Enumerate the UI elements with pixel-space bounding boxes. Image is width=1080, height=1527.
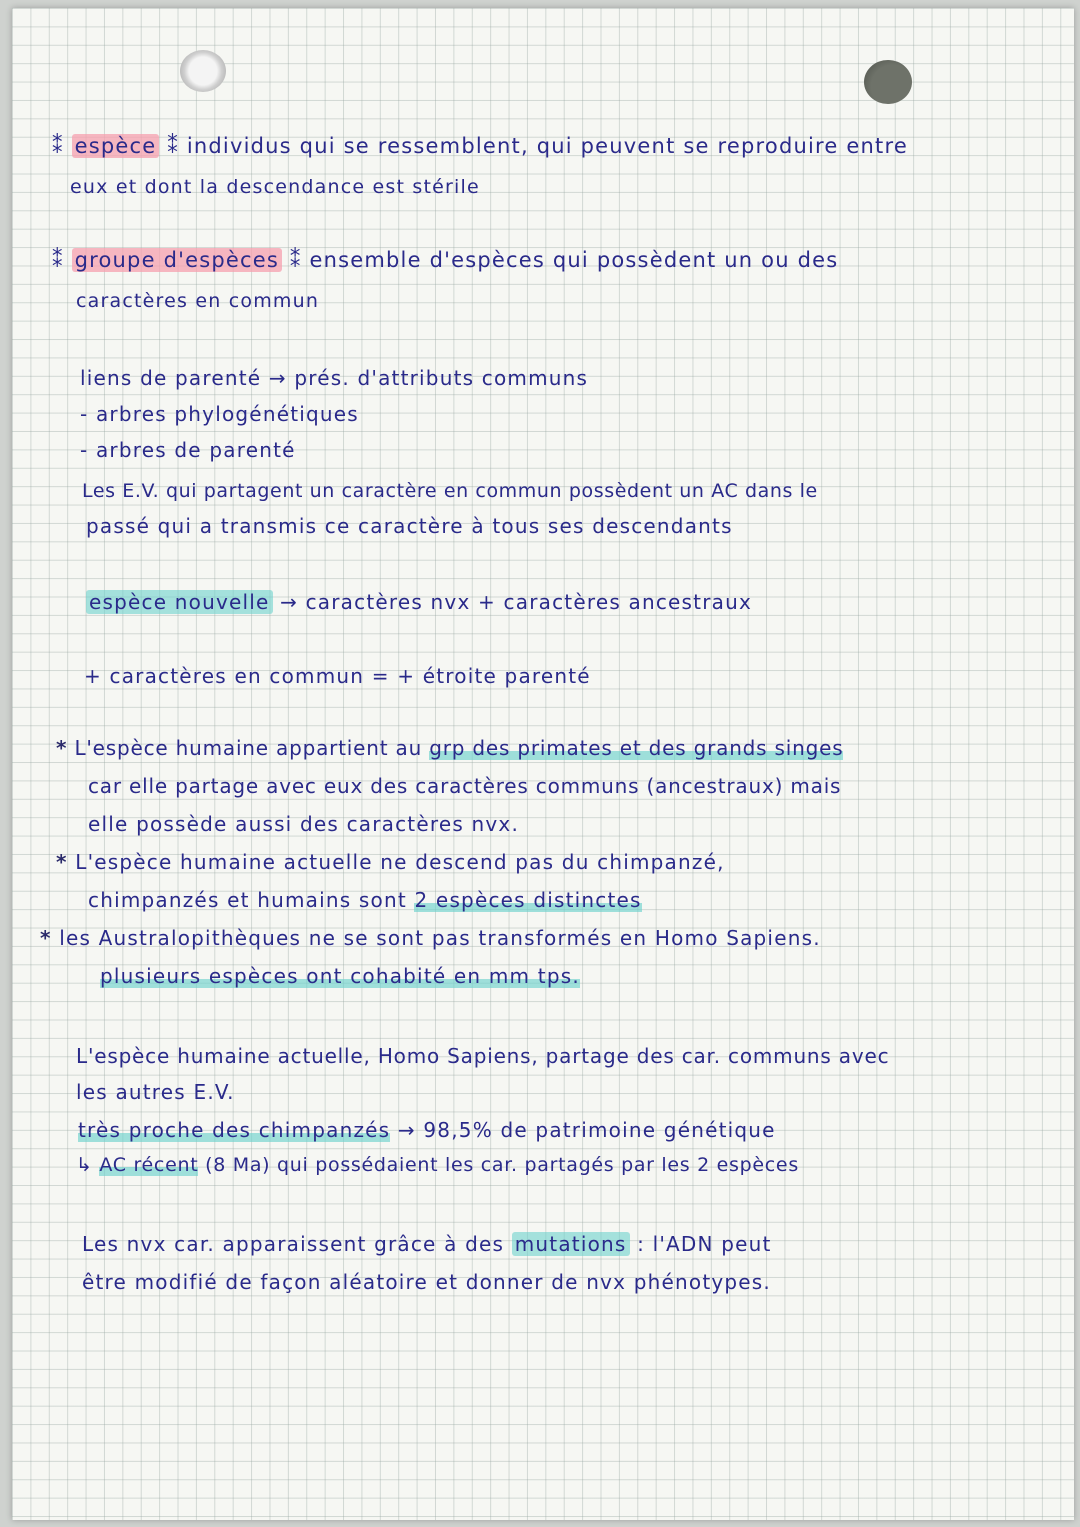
definition-text: individus qui se ressemblent, qui peuvent se reproduire entre <box>186 134 908 158</box>
highlight-cohabite: plusieurs espèces ont cohabité en mm tps. <box>100 964 580 988</box>
bullet-3-line1 <box>40 926 821 950</box>
caracteres-commun-line: + caractères en commun = + étroite parenté <box>84 664 591 688</box>
sapiens-line1: L'espèce humaine actuelle, Homo Sapiens, partage des car. communs avec <box>76 1044 890 1068</box>
espece-nouvelle-text: → caractères nvx + caractères ancestraux <box>272 590 752 614</box>
bullet-3-line2 <box>100 964 580 988</box>
highlight-especes-distinctes: 2 espèces distinctes <box>414 888 642 912</box>
bullet-1-line1 <box>56 736 843 760</box>
arrow-icon: ↳ <box>76 1154 100 1176</box>
highlight-primates: grp des primates et des grands singes <box>429 736 844 760</box>
parente-line4: Les E.V. qui partagent un caractère en commun possèdent un AC dans le <box>82 480 818 502</box>
term-groupe-especes: groupe d'espèces <box>72 248 282 272</box>
notebook-page <box>12 8 1074 1520</box>
bullet-icon: ⁑ <box>52 134 64 158</box>
sapiens-line3 <box>78 1118 776 1142</box>
bullet-text: les Australopithèques ne se sont pas transformés en Homo Sapiens. <box>59 926 821 950</box>
definition-groupe-line1 <box>52 248 838 272</box>
definition-espece-line1 <box>52 134 908 158</box>
star-bullet-icon: * <box>40 926 52 950</box>
bullet-icon: ⁑ <box>52 248 64 272</box>
mutations-line2: être modifié de façon aléatoire et donner de nvx phénotypes. <box>82 1270 771 1294</box>
term-mutations: mutations <box>512 1232 630 1256</box>
highlight-ac-recent: AC récent <box>99 1154 199 1176</box>
parente-line3: - arbres de parenté <box>80 438 296 462</box>
highlight-chimpanzes: très proche des chimpanzés <box>78 1118 391 1142</box>
definition-groupe-line2: caractères en commun <box>76 290 320 312</box>
term-espece-nouvelle: espèce nouvelle <box>86 590 273 614</box>
parente-line1: liens de parenté → prés. d'attributs communs <box>80 366 589 390</box>
sapiens-text: (8 Ma) qui possédaient les car. partagés par les 2 espèces <box>198 1154 799 1176</box>
bullet-text: L'espèce humaine appartient au <box>74 736 430 760</box>
espece-nouvelle-line <box>86 590 752 614</box>
mutations-text: : l'ADN peut <box>629 1232 772 1256</box>
star-bullet-icon: * <box>56 736 68 760</box>
punch-hole-right <box>864 60 912 104</box>
bullet-icon: ⁑ <box>167 134 179 158</box>
sapiens-line4 <box>76 1154 799 1176</box>
star-bullet-icon: * <box>56 850 68 874</box>
definition-espece-line2: eux et dont la descendance est stérile <box>70 176 480 198</box>
sapiens-text: → 98,5% de patrimoine génétique <box>390 1118 776 1142</box>
bullet-text: L'espèce humaine actuelle ne descend pas du chimpanzé, <box>75 850 725 874</box>
parente-line2: - arbres phylogénétiques <box>80 402 359 426</box>
bullet-1-line3: elle possède aussi des caractères nvx. <box>88 812 520 836</box>
bullet-icon: ⁑ <box>289 248 302 272</box>
mutations-line1 <box>82 1232 772 1256</box>
mutations-text: Les nvx car. apparaissent grâce à des <box>82 1232 512 1256</box>
term-espece: espèce <box>72 134 160 158</box>
sapiens-line2: les autres E.V. <box>76 1080 235 1104</box>
bullet-2-line1 <box>56 850 725 874</box>
definition-text: ensemble d'espèces qui possèdent un ou des <box>309 248 839 272</box>
punch-hole-left <box>180 50 226 92</box>
bullet-2-line2 <box>88 888 642 912</box>
bullet-1-line2: car elle partage avec eux des caractères communs (ancestraux) mais <box>88 774 842 798</box>
parente-line5: passé qui a transmis ce caractère à tous ses descendants <box>86 514 733 538</box>
bullet-text: chimpanzés et humains sont <box>88 888 415 912</box>
